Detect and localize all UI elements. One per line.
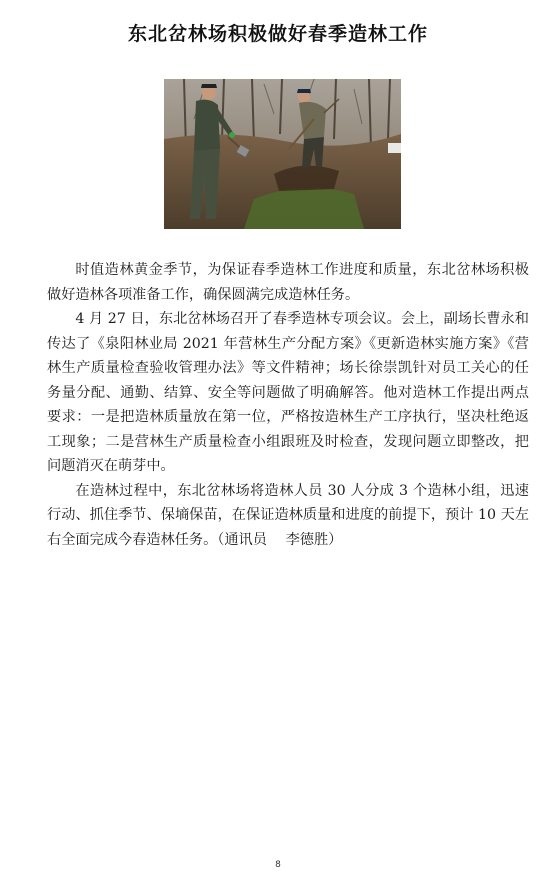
article-title: 东北岔林场积极做好春季造林工作 <box>127 23 428 45</box>
article-photo <box>164 79 401 229</box>
article-body <box>47 258 529 552</box>
page-number: 8 <box>275 860 281 870</box>
paragraph-1: 时值造林黄金季节，为保证春季造林工作进度和质量，东北岔林场积极做好造林各项准备工作，确保圆满完成造林任务。 <box>47 262 529 303</box>
paragraph-2: 4 月 27 日，东北岔林场召开了春季造林专项会议。会上，副场长曹永和传达了《泉阳林业局 2021 年营林生产分配方案》《更新造林实施方案》《营林生产质量检查验收管理办法》等文件精神；场长徐崇凯针对员工关心的任务量分配、通勤、结算、安全等问题做了明确解答。他对造林工作提出两点要求：一是把造林质量放在第一位，严格按造林生产工序执行，坚决杜绝返工现象；二是营林生产质量检查小组跟班及时检查，发现问题立即整改，把问题消灭在萌芽中。 <box>47 311 529 474</box>
paragraph-3: 在造林过程中，东北岔林场将造林人员 30 人分成 3 个造林小组，迅速行动、抓住季节、保墒保苗，在保证造林质量和进度的前提下，预计 10 天左右全面完成今春造林任务。（通讯员 李德胜） <box>47 482 529 548</box>
forest-planting-photo-icon <box>164 79 401 229</box>
